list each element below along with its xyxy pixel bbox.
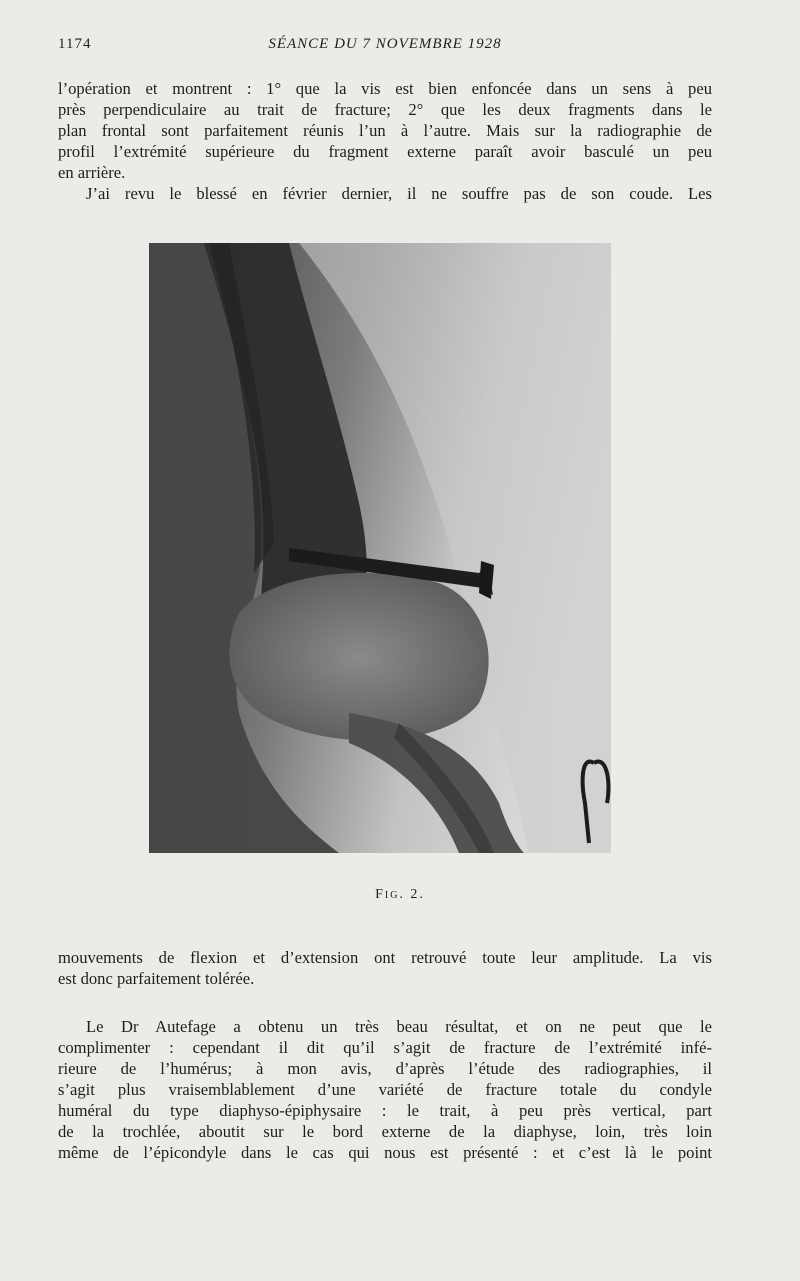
text-line: profil l’extrémité supérieure du fragment externe paraît avoir basculé un peu xyxy=(58,142,712,161)
text-line: J’ai revu le blessé en février dernier, il ne souffre pas de son coude. Les xyxy=(86,184,712,203)
body-text-bottom xyxy=(58,1016,712,1163)
elbow-xray-image xyxy=(149,243,611,853)
text-line: est donc parfaitement tolérée. xyxy=(58,969,255,988)
text-line: mouvements de flexion et d’extension ont retrouvé toute leur amplitude. La vis xyxy=(58,948,712,967)
page-header xyxy=(58,36,712,58)
page-number: 1174 xyxy=(58,36,92,52)
text-line: plan frontal sont parfaitement réunis l’un à l’autre. Mais sur la radiographie de xyxy=(58,121,712,140)
text-line: rieure de l’humérus; à mon avis, d’après l’étude des radiographies, il xyxy=(58,1059,712,1078)
text-line: Le Dr Autefage a obtenu un très beau résultat, et on ne peut que le xyxy=(86,1017,712,1036)
text-line: en arrière. xyxy=(58,163,126,182)
text-line: complimenter : cependant il dit qu’il s’agit de fracture de l’extrémité infé- xyxy=(58,1038,712,1057)
running-head: SÉANCE DU 7 NOVEMBRE 1928 xyxy=(268,36,502,52)
text-line: de la trochlée, aboutit sur le bord externe de la diaphyse, loin, très loin xyxy=(58,1122,712,1141)
body-text-middle xyxy=(58,947,712,989)
text-line: s’agit plus vraisemblablement d’une variété de fracture totale du condyle xyxy=(58,1080,712,1099)
text-line: huméral du type diaphyso-épiphysaire : le trait, à peu près vertical, part xyxy=(58,1101,712,1120)
text-line: même de l’épicondyle dans le cas qui nous est présenté : et c’est là le point xyxy=(58,1143,712,1162)
text-line: près perpendiculaire au trait de fracture; 2° que les deux fragments dans le xyxy=(58,100,712,119)
body-text-top xyxy=(58,78,712,204)
figure-caption: Fig. 2. xyxy=(375,887,425,902)
radiograph-figure xyxy=(149,243,611,853)
text-line: l’opération et montrent : 1° que la vis est bien enfoncée dans un sens à peu xyxy=(58,79,712,98)
